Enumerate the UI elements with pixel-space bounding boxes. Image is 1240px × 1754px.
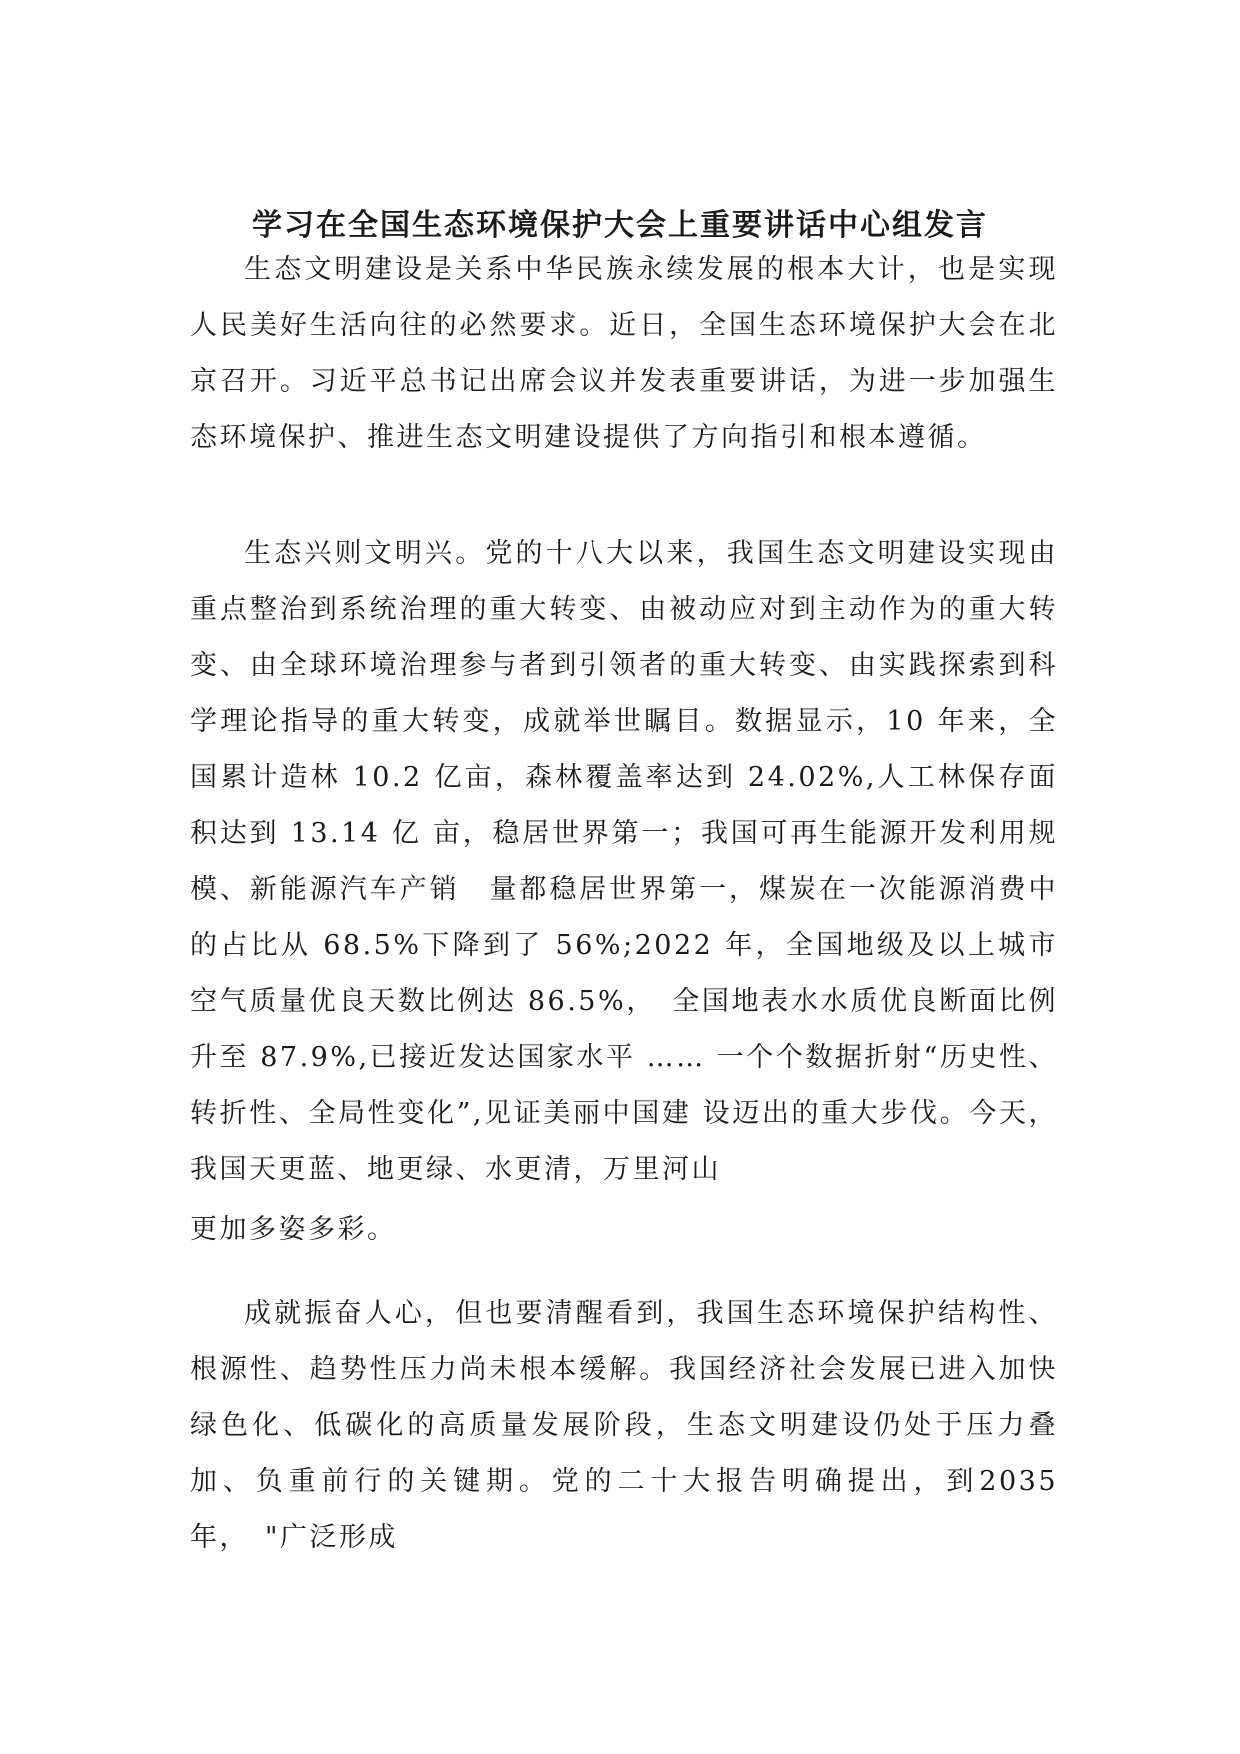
paragraph-1: 生态文明建设是关系中华民族永续发展的根本大计，也是实现人民美好生活向往的必然要求。近日，全国生态环境保护大会在北京召开。习近平总书记出席会议并发表重要讲话，为进一步加强生态环境保护、推进生态文明建设提供了方向指引和根本遵循。 — [190, 254, 1058, 453]
paragraph-2: 生态兴则文明兴。党的十八大以来，我国生态文明建设实现由重点整治到系统治理的重大转变、由被动应对到主动作为的重大转变、由全球环境治理参与者到引领者的重大转变、由实践探索到科学理论指导的重大转变，成就举世瞩目。数据显示，10 年来，全国累计造林 10.2 亿亩，森林覆盖率达到 24.02%,人工林保存面积达到 13.14 亿 亩，稳居世界第一；我国可再生能源开发利用规模、新能源汽车产销 量都稳居世界第一，煤炭在一次能源消费中的占比从 68.5%下降到了 56%;2022 年，全国地级及以上城市空气质量优良天数比例达 86.5%， 全国地表水水质优良断面比例升至 87.9%,已接近发达国家水平 …… 一个个数据折射“历史性、转折性、全局性变化”,见证美丽中国建 设迈出的重大步伐。今天，我国天更蓝、地更绿、水更清，万里河山 — [190, 538, 1058, 1185]
paragraph-3: 成就振奋人心，但也要清醒看到，我国生态环境保护结构性、根源性、趋势性压力尚未根本缓解。我国经济社会发展已进入加快绿色化、低碳化的高质量发展阶段，生态文明建设仍处于压力叠加、负重前行的关键期。党的二十大报告明确提出，到2035 年， "广泛形成 — [190, 1298, 1058, 1553]
document-title: 学习在全国生态环境保护大会上重要讲话中心组发言 — [252, 208, 988, 244]
paragraph-2-continuation: 更加多姿多彩。 — [190, 1214, 397, 1245]
